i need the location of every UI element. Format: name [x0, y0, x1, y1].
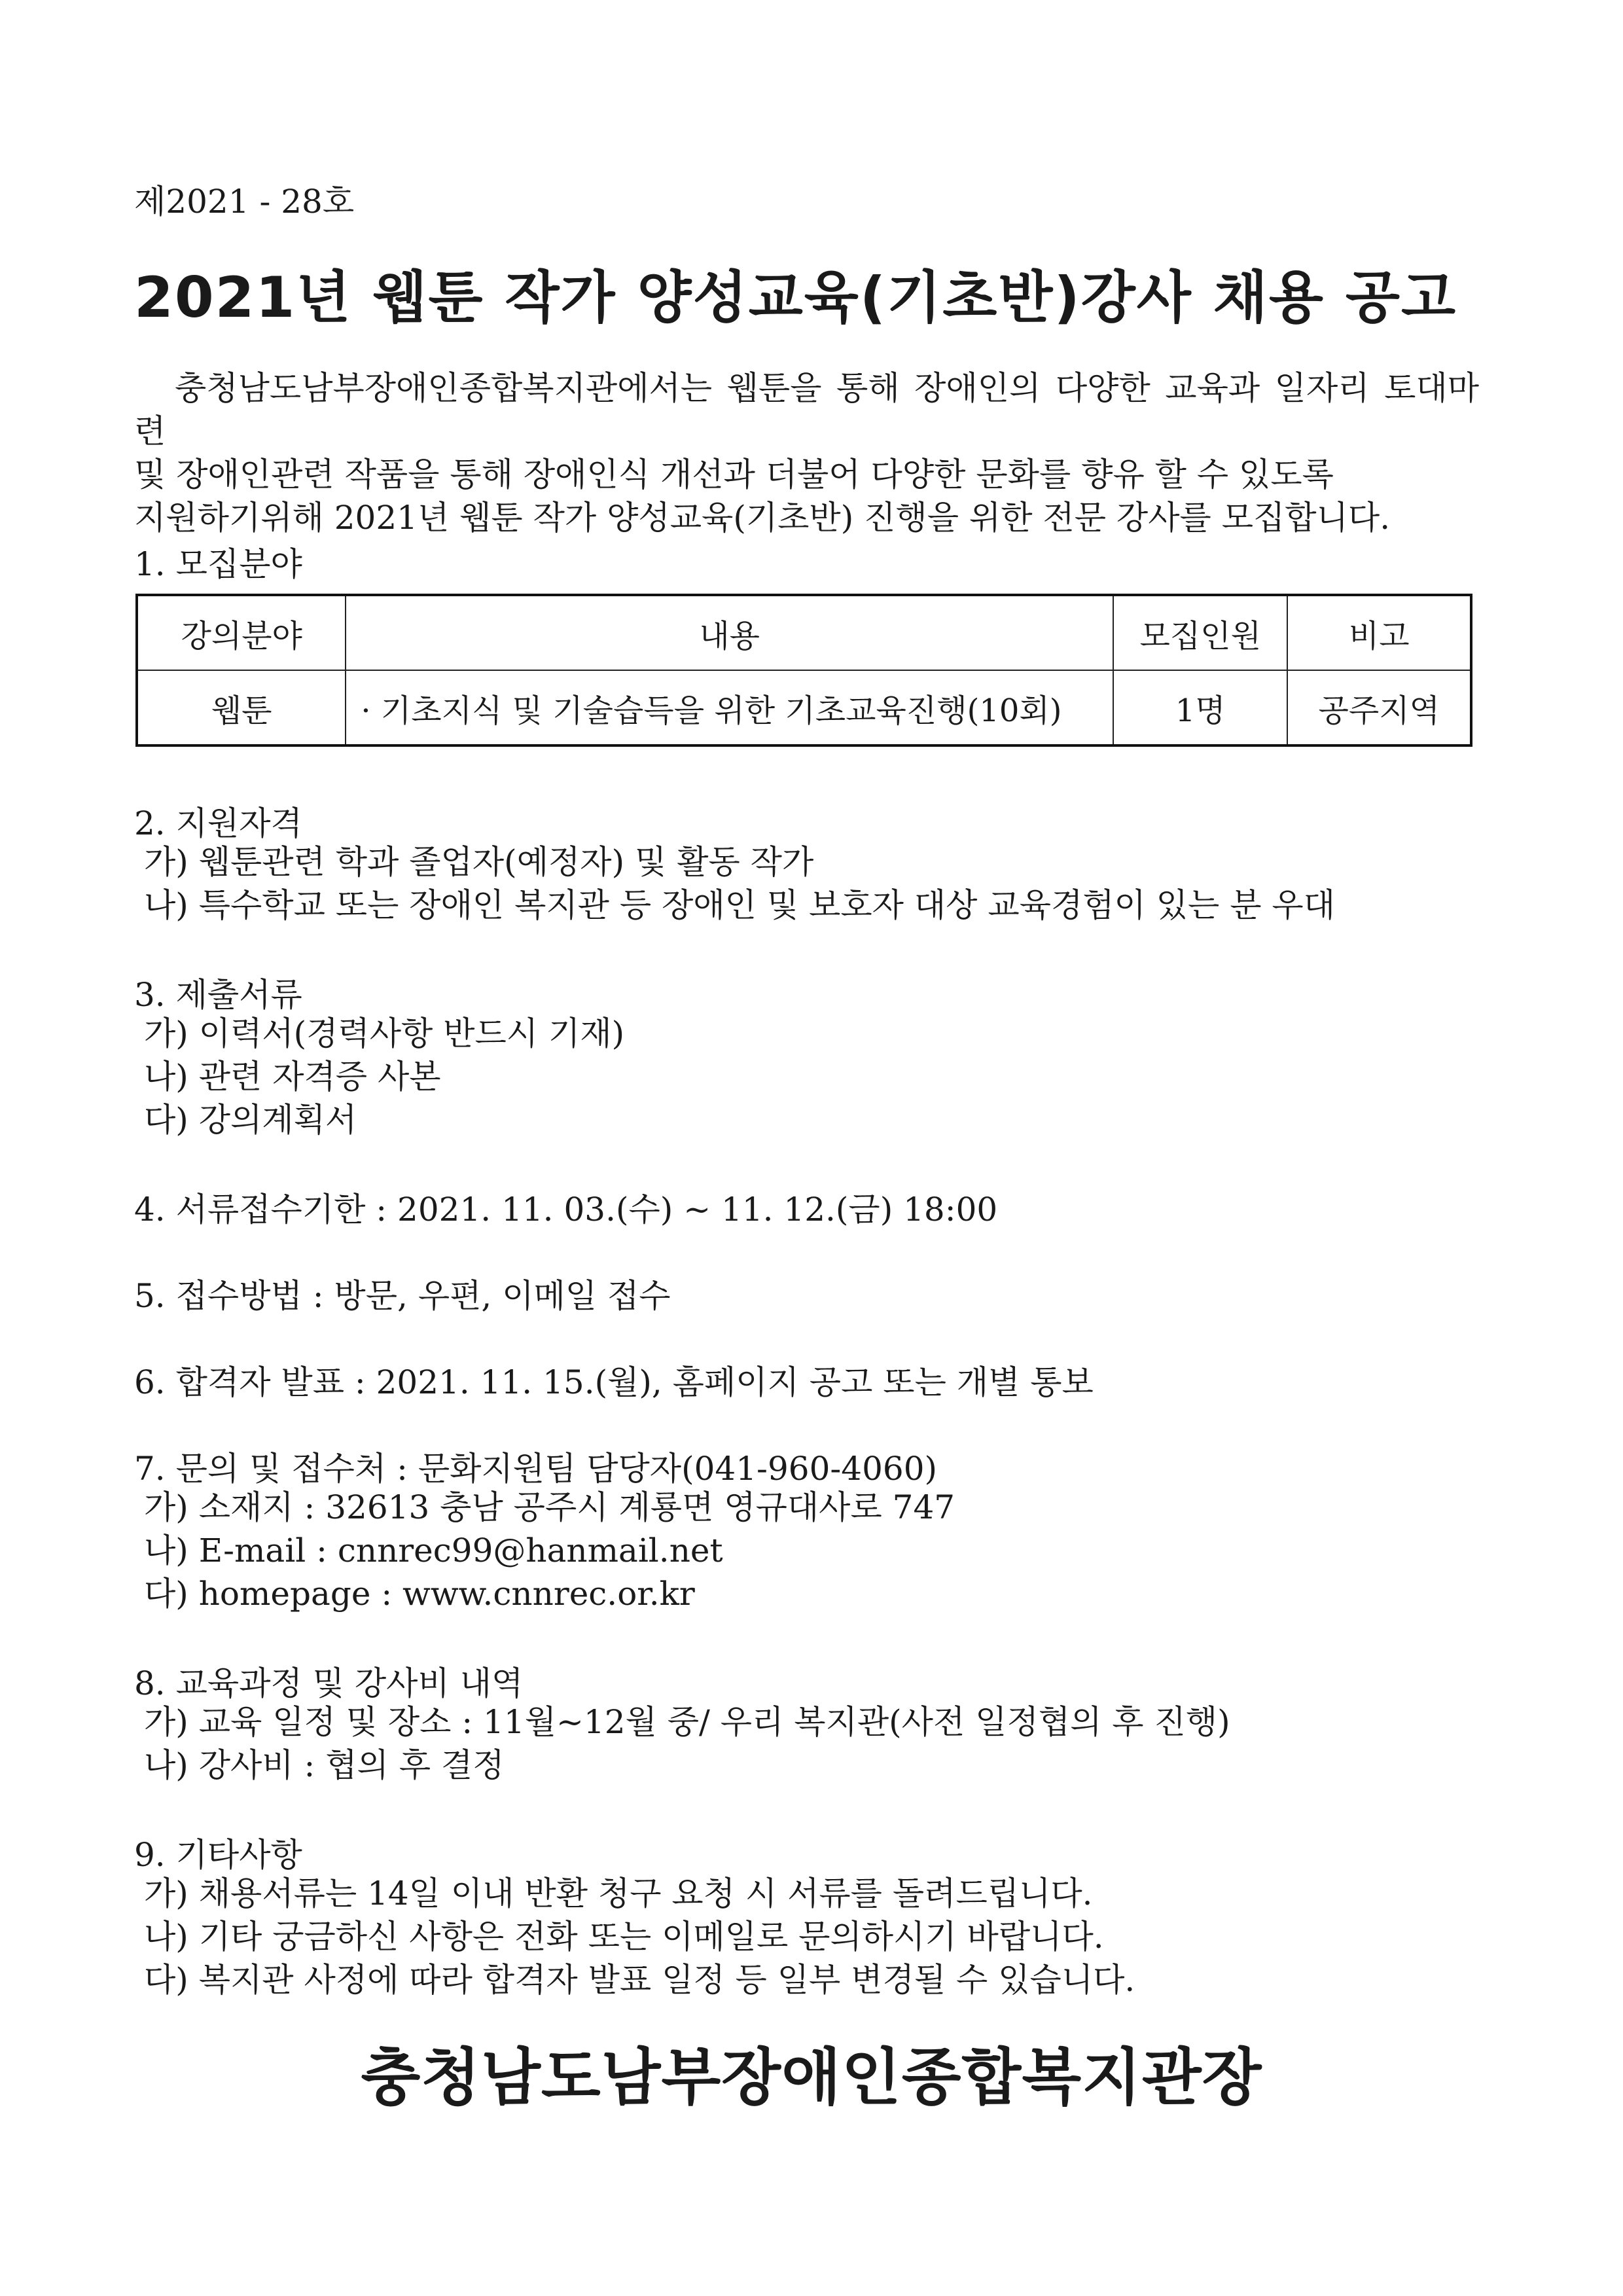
section-heading-course: 8. 교육과정 및 강사비 내역	[134, 1664, 524, 1702]
intro-line: 및 장애인관련 작품을 통해 장애인식 개선과 더불어 다양한 문화를 향유 할 수 있도록	[134, 456, 1334, 493]
list-item: 다) 복지관 사정에 따라 합격자 발표 일정 등 일부 변경될 수 있습니다.	[144, 1961, 1135, 1999]
course-list	[144, 1700, 1230, 1787]
section-heading-etc: 9. 기타사항	[134, 1836, 302, 1874]
list-item: 가) 소재지 : 32613 충남 공주시 계룡면 영규대사로 747	[144, 1488, 955, 1526]
list-item: 가) 이력서(경력사항 반드시 기재)	[144, 1014, 625, 1052]
table-cell: 1명	[1113, 670, 1288, 745]
section-heading-documents: 3. 제출서류	[134, 976, 302, 1014]
intro-paragraph	[134, 367, 1479, 539]
list-item: 나) 기타 궁금하신 사항은 전화 또는 이메일로 문의하시기 바랍니다.	[144, 1918, 1104, 1956]
intro-line: 충청남도남부장애인종합복지관에서는 웹툰을 통해 장애인의 다양한 교육과 일자리 토대마련	[134, 369, 1479, 450]
method-line: 5. 접수방법 : 방문, 우편, 이메일 접수	[134, 1277, 671, 1315]
list-item: 가) 채용서류는 14일 이내 반환 청구 요청 시 서류를 돌려드립니다.	[144, 1874, 1093, 1912]
announcement-line: 6. 합격자 발표 : 2021. 11. 15.(월), 홈페이지 공고 또는 개별 통보	[134, 1363, 1094, 1401]
list-item: 가) 교육 일정 및 장소 : 11월~12월 중/ 우리 복지관(사전 일정협의 후 진행)	[144, 1703, 1230, 1741]
table-row	[137, 670, 1471, 745]
organization-signature: 충청남도남부장애인종합복지관장	[361, 2042, 1262, 2113]
recruit-table	[135, 594, 1472, 747]
contact-list	[144, 1486, 955, 1615]
list-item: 나) 강사비 : 협의 후 결정	[144, 1746, 505, 1784]
list-item: 나) 관련 자격증 사본	[144, 1058, 441, 1096]
list-item: 나) E-mail : cnnrec99@hanmail.net	[144, 1532, 723, 1570]
table-cell: · 기초지식 및 기술습득을 위한 기초교육진행(10회)	[346, 670, 1113, 745]
table-header-cell: 비고	[1287, 595, 1471, 670]
section-heading-qualification: 2. 지원자격	[134, 804, 302, 842]
documents-list	[144, 1012, 624, 1141]
deadline-line: 4. 서류접수기한 : 2021. 11. 03.(수) ~ 11. 12.(금) 18:00	[134, 1191, 998, 1229]
table-header-cell: 모집인원	[1113, 595, 1288, 670]
section-heading-contact: 7. 문의 및 접수처 : 문화지원팀 담당자(041-960-4060)	[134, 1450, 938, 1488]
table-header-cell: 강의분야	[137, 595, 346, 670]
section-heading-recruit-field: 1. 모집분야	[134, 545, 302, 583]
table-cell: 웹툰	[137, 670, 346, 745]
list-item: 다) 강의계획서	[144, 1101, 357, 1139]
document-number: 제2021 - 28호	[134, 183, 355, 221]
list-item: 다) homepage : www.cnnrec.or.kr	[144, 1575, 695, 1613]
intro-line: 지원하기위해 2021년 웹툰 작가 양성교육(기초반) 진행을 위한 전문 강사를 모집합니다.	[134, 499, 1391, 537]
table-header-cell: 내용	[346, 595, 1113, 670]
list-item: 나) 특수학교 또는 장애인 복지관 등 장애인 및 보호자 대상 교육경험이 있는 분 우대	[144, 886, 1336, 924]
table-header-row	[137, 595, 1471, 670]
document-title: 2021년 웹툰 작가 양성교육(기초반)강사 채용 공고	[134, 265, 1457, 331]
list-item: 가) 웹툰관련 학과 졸업자(예정자) 및 활동 작가	[144, 843, 814, 881]
etc-list	[144, 1872, 1135, 2001]
table-cell: 공주지역	[1287, 670, 1471, 745]
qualification-list	[144, 840, 1335, 927]
